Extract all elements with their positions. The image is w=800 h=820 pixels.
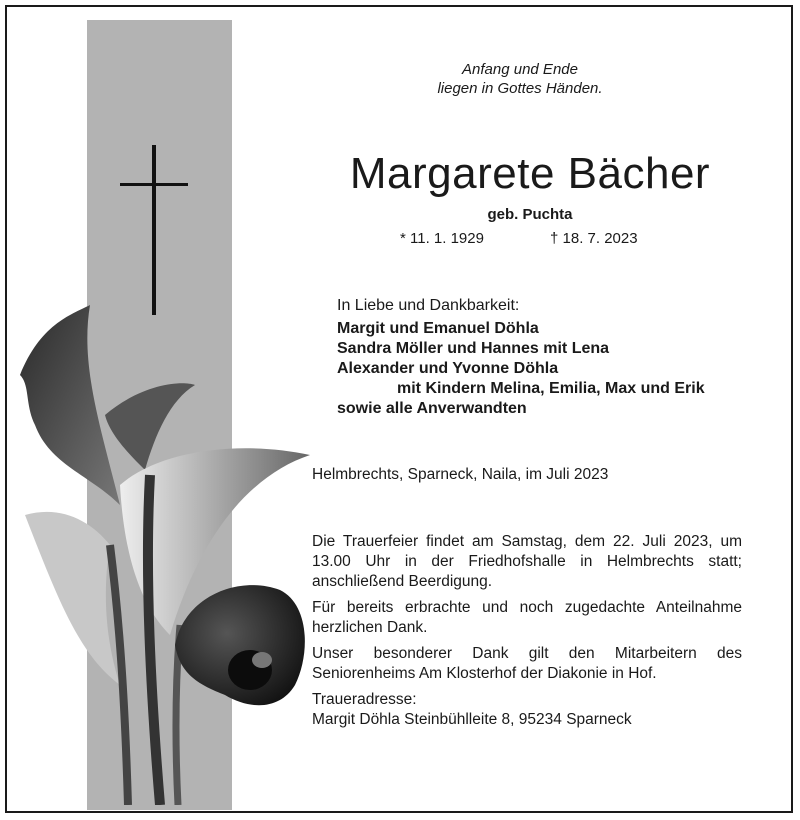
calla-lily-illustration bbox=[10, 305, 320, 805]
mourner-line: Margit und Emanuel Döhla bbox=[337, 320, 539, 337]
motto-line-1: Anfang und Ende bbox=[462, 61, 578, 78]
motto-line-2: liegen in Gottes Händen. bbox=[437, 80, 603, 97]
address-label: Traueradresse: bbox=[312, 691, 417, 708]
deceased-name: Margarete Bächer bbox=[349, 149, 711, 198]
life-dates bbox=[400, 230, 660, 250]
mourner-line: sowie alle Anverwandten bbox=[337, 400, 527, 417]
place-date: Helmbrechts, Sparneck, Naila, im Juli 2023 bbox=[312, 466, 609, 483]
mourner-line: mit Kindern Melina, Emilia, Max und Erik bbox=[397, 380, 705, 397]
funeral-notice bbox=[312, 532, 742, 730]
thanks-text: Für bereits erbrachte und noch zugedachte Anteilnahme herzlichen Dank. bbox=[312, 599, 742, 636]
cross-icon bbox=[120, 145, 188, 315]
birth-date: * 11. 1. 1929 bbox=[400, 230, 484, 247]
special-thanks: Unser besonderer Dank gilt den Mitarbeitern des Seniorenheims Am Klosterhof der Diakonie in Hof. bbox=[312, 645, 742, 682]
mourners-intro: In Liebe und Dankbarkeit: bbox=[337, 297, 520, 314]
mourner-line: Alexander und Yvonne Döhla bbox=[337, 360, 559, 377]
death-date: † 18. 7. 2023 bbox=[550, 230, 638, 247]
mourner-line: Sandra Möller und Hannes mit Lena bbox=[337, 340, 610, 357]
funeral-info: Die Trauerfeier findet am Samstag, dem 22. Juli 2023, um 13.00 Uhr in der Friedhofshalle in Helmbrechts statt; anschließend Beerdigung. bbox=[312, 533, 742, 590]
motto bbox=[330, 60, 710, 98]
mourners-block bbox=[337, 296, 757, 419]
address: Margit Döhla Steinbühlleite 8, 95234 Sparneck bbox=[312, 711, 632, 728]
maiden-name: geb. Puchta bbox=[487, 206, 573, 223]
